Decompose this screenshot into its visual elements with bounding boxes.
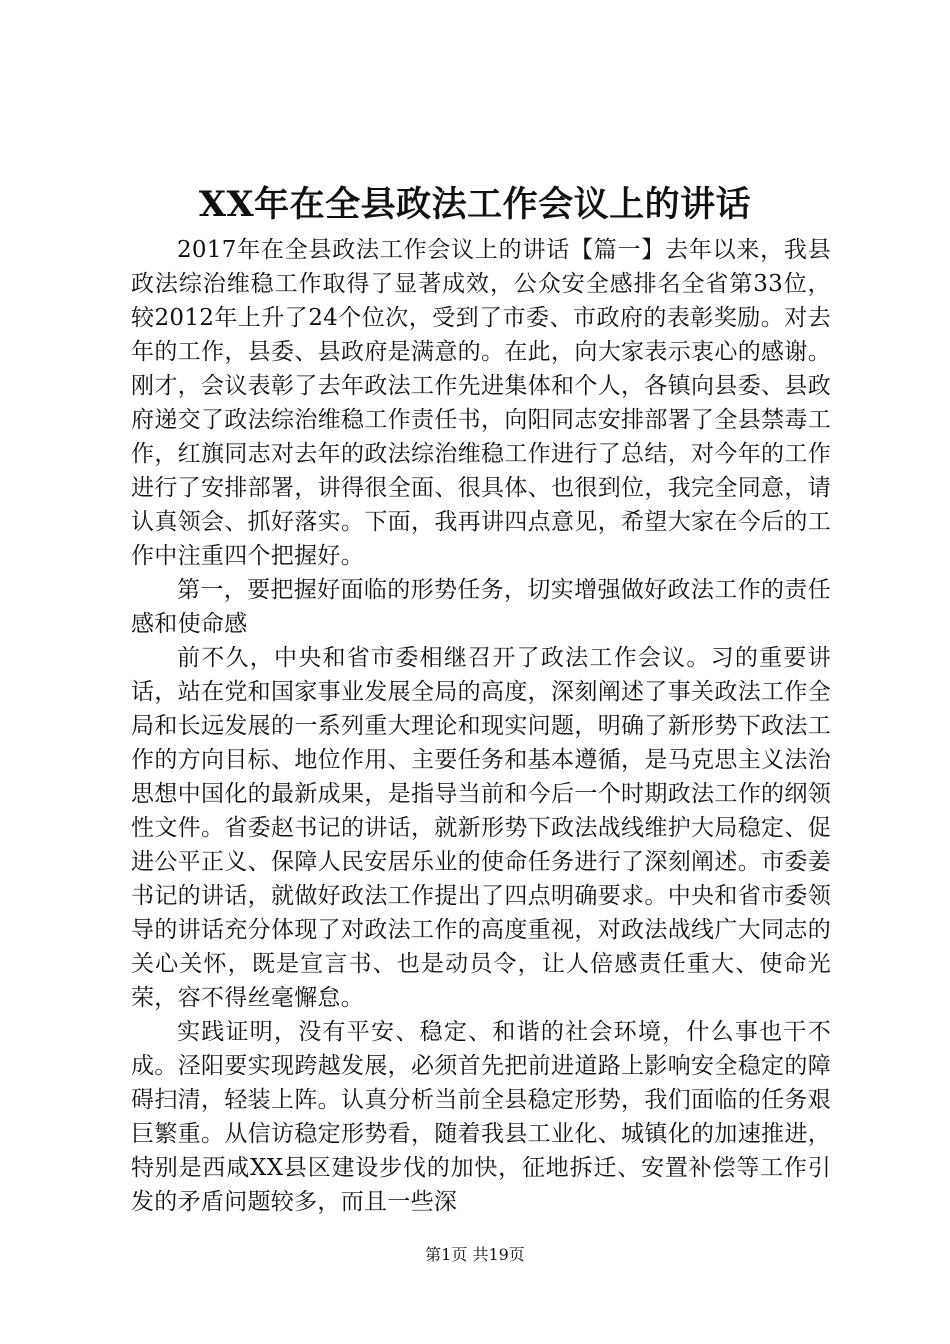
paragraph: 2017年在全县政法工作会议上的讲话【篇一】去年以来，我县政法综治维稳工作取得了显著成效，公众安全感排名全省第33位，较2012年上升了24个位次，受到了市委、市政府的表彰奖励。对去年的工作，县委、县政府是满意的。在此，向大家表示衷心的感谢。刚才，会议表彰了去年政法工作先进集体和个人，各镇向县委、县政府递交了政法综治维稳工作责任书，向阳同志安排部署了全县禁毒工作，红旗同志对去年的政法综治维稳工作进行了总结，对今年的工作进行了安排部署，讲得很全面、很具体、也很到位，我完全同意，请认真领会、抓好落实。下面，我再讲四点意见，希望大家在今后的工作中注重四个把握好。 bbox=[131, 237, 831, 569]
paragraph: 实践证明，没有平安、稳定、和谐的社会环境，什么事也干不成。泾阳要实现跨越发展，必须首先把前进道路上影响安全稳定的障碍扫清，轻装上阵。认真分析当前全县稳定形势，我们面临的任务艰巨繁重。从信访稳定形势看，随着我县工业化、城镇化的加速推进，特别是西咸XX县区建设步伐的加快，征地拆迁、安置补偿等工作引发的矛盾问题较多，而且一些深 bbox=[131, 1019, 831, 1215]
document-title: XX年在全县政法工作会议上的讲话 bbox=[198, 184, 752, 225]
section-heading-paragraph: 第一，要把握好面临的形势任务，切实增强做好政法工作的责任感和使命感 bbox=[131, 577, 831, 637]
document-body bbox=[131, 233, 831, 1219]
paragraph: 前不久，中央和省市委相继召开了政法工作会议。习的重要讲话，站在党和国家事业发展全局的高度，深刻阐述了事关政法工作全局和长远发展的一系列重大理论和现实问题，明确了新形势下政法工作的方向目标、地位作用、主要任务和基本遵循，是马克思主义法治思想中国化的最新成果，是指导当前和今后一个时期政法工作的纲领性文件。省委赵书记的讲话，就新形势下政法战线维护大局稳定、促进公平正义、保障人民安居乐业的使命任务进行了深刻阐述。市委姜书记的讲话，就做好政法工作提出了四点明确要求。中央和省市委领导的讲话充分体现了对政法工作的高度重视，对政法战线广大同志的关心关怀，既是宣言书、也是动员令，让人倍感责任重大、使命光荣，容不得丝毫懈怠。 bbox=[131, 645, 831, 1011]
page-number-footer: 第1页 共19页 bbox=[425, 1245, 525, 1264]
